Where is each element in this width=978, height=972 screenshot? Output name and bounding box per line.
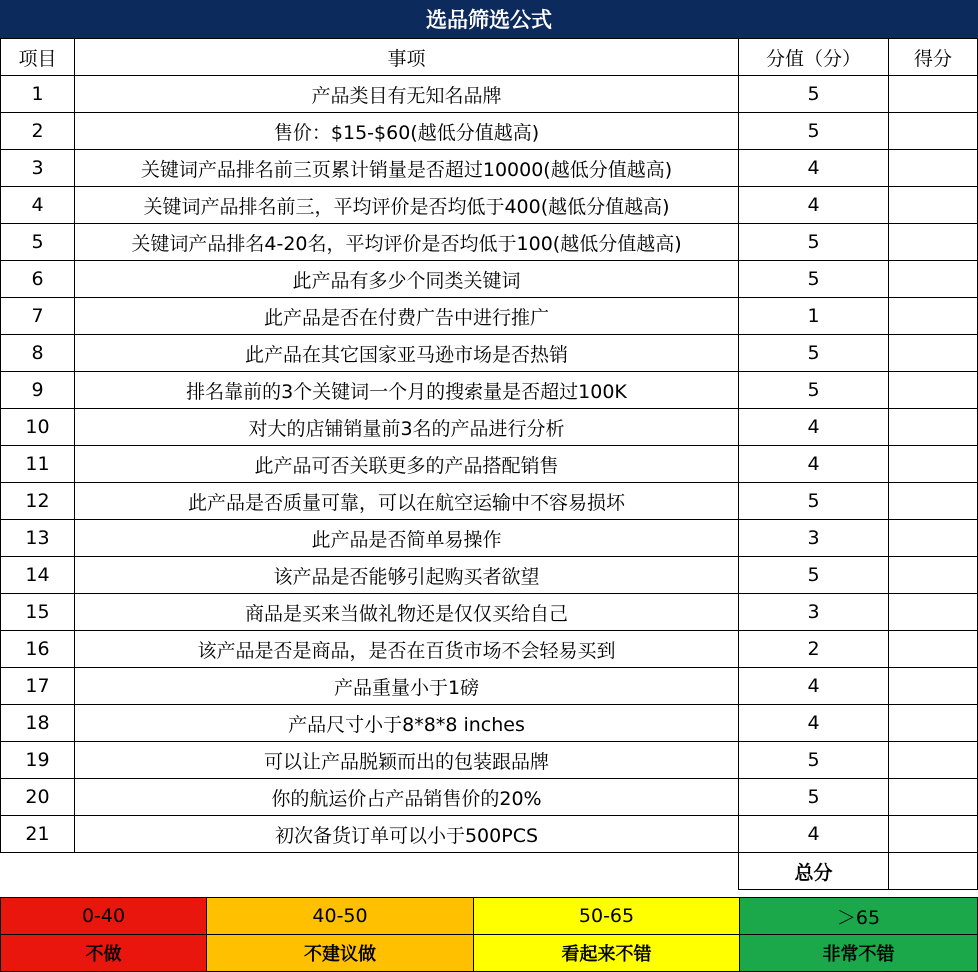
table-row bbox=[1, 224, 978, 261]
row-number: 8 bbox=[1, 335, 75, 372]
row-matter: 此产品是否简单易操作 bbox=[75, 520, 739, 557]
table-row bbox=[1, 76, 978, 113]
row-score-value: 2 bbox=[739, 631, 889, 668]
row-score-input[interactable] bbox=[889, 705, 978, 742]
legend-range-2: 40-50 bbox=[207, 898, 474, 935]
header-row bbox=[1, 39, 978, 76]
row-matter: 关键词产品排名前三页累计销量是否超过10000(越低分值越高) bbox=[75, 150, 739, 187]
total-row bbox=[1, 853, 978, 890]
row-score-value: 5 bbox=[739, 742, 889, 779]
table-row bbox=[1, 298, 978, 335]
total-label: 总分 bbox=[739, 853, 889, 890]
row-matter: 商品是买来当做礼物还是仅仅买给自己 bbox=[75, 594, 739, 631]
row-score-input[interactable] bbox=[889, 779, 978, 816]
table-row bbox=[1, 557, 978, 594]
table-row bbox=[1, 520, 978, 557]
row-score-input[interactable] bbox=[889, 335, 978, 372]
row-score-value: 1 bbox=[739, 298, 889, 335]
row-matter: 此产品是否在付费广告中进行推广 bbox=[75, 298, 739, 335]
row-matter: 此产品是否质量可靠，可以在航空运输中不容易损坏 bbox=[75, 483, 739, 520]
row-number: 13 bbox=[1, 520, 75, 557]
row-score-value: 4 bbox=[739, 150, 889, 187]
row-score-input[interactable] bbox=[889, 298, 978, 335]
table-row bbox=[1, 372, 978, 409]
table-row bbox=[1, 409, 978, 446]
row-number: 2 bbox=[1, 113, 75, 150]
table-row bbox=[1, 187, 978, 224]
row-score-input[interactable] bbox=[889, 113, 978, 150]
table-row bbox=[1, 705, 978, 742]
row-number: 7 bbox=[1, 298, 75, 335]
total-spacer bbox=[1, 853, 739, 890]
row-score-input[interactable] bbox=[889, 224, 978, 261]
total-score-input[interactable] bbox=[889, 853, 978, 890]
row-number: 6 bbox=[1, 261, 75, 298]
row-matter: 售价：$15-$60(越低分值越高) bbox=[75, 113, 739, 150]
row-score-input[interactable] bbox=[889, 150, 978, 187]
row-number: 14 bbox=[1, 557, 75, 594]
row-score-value: 4 bbox=[739, 187, 889, 224]
row-score-input[interactable] bbox=[889, 520, 978, 557]
row-matter: 该产品是否能够引起购买者欲望 bbox=[75, 557, 739, 594]
table-row bbox=[1, 335, 978, 372]
row-score-value: 5 bbox=[739, 483, 889, 520]
row-matter: 该产品是否是商品，是否在百货市场不会轻易买到 bbox=[75, 631, 739, 668]
row-score-input[interactable] bbox=[889, 446, 978, 483]
row-matter: 对大的店铺销量前3名的产品进行分析 bbox=[75, 409, 739, 446]
row-number: 9 bbox=[1, 372, 75, 409]
row-score-value: 5 bbox=[739, 76, 889, 113]
table-row bbox=[1, 446, 978, 483]
legend-label-4: 非常不错 bbox=[740, 935, 978, 972]
header-score: 得分 bbox=[889, 39, 978, 76]
row-score-input[interactable] bbox=[889, 557, 978, 594]
legend-range-1: 0-40 bbox=[1, 898, 207, 935]
table-row bbox=[1, 742, 978, 779]
row-number: 18 bbox=[1, 705, 75, 742]
row-score-value: 5 bbox=[739, 557, 889, 594]
row-matter: 你的航运价占产品销售价的20% bbox=[75, 779, 739, 816]
table-row bbox=[1, 261, 978, 298]
row-score-input[interactable] bbox=[889, 668, 978, 705]
score-legend bbox=[0, 897, 978, 972]
row-matter: 关键词产品排名前三，平均评价是否均低于400(越低分值越高) bbox=[75, 187, 739, 224]
legend-label-row bbox=[1, 935, 978, 972]
row-score-value: 4 bbox=[739, 705, 889, 742]
table-row bbox=[1, 668, 978, 705]
row-number: 4 bbox=[1, 187, 75, 224]
row-score-input[interactable] bbox=[889, 372, 978, 409]
row-matter: 产品重量小于1磅 bbox=[75, 668, 739, 705]
row-score-value: 5 bbox=[739, 113, 889, 150]
row-number: 16 bbox=[1, 631, 75, 668]
table-row bbox=[1, 594, 978, 631]
row-score-value: 5 bbox=[739, 261, 889, 298]
header-matter: 事项 bbox=[75, 39, 739, 76]
row-number: 19 bbox=[1, 742, 75, 779]
row-score-value: 4 bbox=[739, 409, 889, 446]
row-score-input[interactable] bbox=[889, 594, 978, 631]
row-score-value: 5 bbox=[739, 779, 889, 816]
row-score-value: 4 bbox=[739, 816, 889, 853]
row-score-input[interactable] bbox=[889, 409, 978, 446]
row-number: 17 bbox=[1, 668, 75, 705]
header-item: 项目 bbox=[1, 39, 75, 76]
table-row bbox=[1, 483, 978, 520]
row-number: 1 bbox=[1, 76, 75, 113]
table-row bbox=[1, 113, 978, 150]
sheet-title: 选品筛选公式 bbox=[0, 0, 978, 38]
row-matter: 关键词产品排名4-20名，平均评价是否均低于100(越低分值越高) bbox=[75, 224, 739, 261]
row-matter: 可以让产品脱颖而出的包装跟品牌 bbox=[75, 742, 739, 779]
row-score-value: 5 bbox=[739, 224, 889, 261]
table-row bbox=[1, 816, 978, 853]
row-score-value: 4 bbox=[739, 446, 889, 483]
row-number: 12 bbox=[1, 483, 75, 520]
row-score-input[interactable] bbox=[889, 76, 978, 113]
row-score-value: 3 bbox=[739, 520, 889, 557]
row-matter: 此产品有多少个同类关键词 bbox=[75, 261, 739, 298]
row-number: 15 bbox=[1, 594, 75, 631]
row-matter: 排名靠前的3个关键词一个月的搜索量是否超过100K bbox=[75, 372, 739, 409]
legend-range-4: ＞65 bbox=[740, 898, 978, 935]
table-row bbox=[1, 631, 978, 668]
row-score-value: 3 bbox=[739, 594, 889, 631]
table-row bbox=[1, 150, 978, 187]
row-matter: 产品类目有无知名品牌 bbox=[75, 76, 739, 113]
row-matter: 初次备货订单可以小于500PCS bbox=[75, 816, 739, 853]
row-number: 20 bbox=[1, 779, 75, 816]
row-number: 3 bbox=[1, 150, 75, 187]
header-score-value: 分值（分） bbox=[739, 39, 889, 76]
legend-label-2: 不建议做 bbox=[207, 935, 474, 972]
row-score-input[interactable] bbox=[889, 631, 978, 668]
row-matter: 此产品可否关联更多的产品搭配销售 bbox=[75, 446, 739, 483]
legend-label-3: 看起来不错 bbox=[474, 935, 740, 972]
row-matter: 产品尺寸小于8*8*8 inches bbox=[75, 705, 739, 742]
row-score-value: 4 bbox=[739, 668, 889, 705]
table-row bbox=[1, 779, 978, 816]
row-score-value: 5 bbox=[739, 335, 889, 372]
legend-label-1: 不做 bbox=[1, 935, 207, 972]
row-number: 5 bbox=[1, 224, 75, 261]
row-score-input[interactable] bbox=[889, 742, 978, 779]
row-score-input[interactable] bbox=[889, 816, 978, 853]
row-number: 11 bbox=[1, 446, 75, 483]
row-number: 10 bbox=[1, 409, 75, 446]
scoring-table bbox=[0, 38, 978, 890]
row-score-input[interactable] bbox=[889, 261, 978, 298]
row-number: 21 bbox=[1, 816, 75, 853]
legend-range-3: 50-65 bbox=[474, 898, 740, 935]
row-matter: 此产品在其它国家亚马逊市场是否热销 bbox=[75, 335, 739, 372]
row-score-value: 5 bbox=[739, 372, 889, 409]
row-score-input[interactable] bbox=[889, 187, 978, 224]
legend-range-row bbox=[1, 898, 978, 935]
row-score-input[interactable] bbox=[889, 483, 978, 520]
